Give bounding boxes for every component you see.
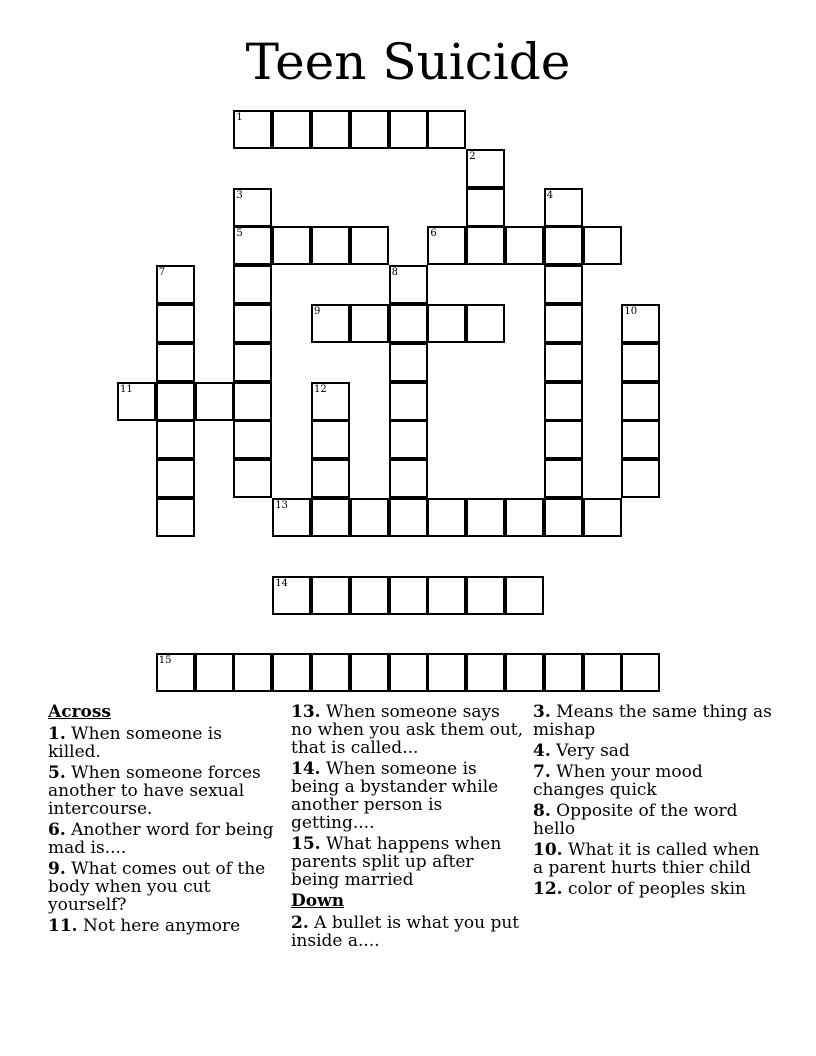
grid-cell[interactable] [389, 304, 428, 343]
grid-cell[interactable] [233, 343, 272, 382]
grid-cell[interactable] [156, 304, 195, 343]
clue-number: 4 [546, 189, 554, 201]
grid-cell[interactable] [311, 653, 350, 692]
grid-cell[interactable] [544, 304, 583, 343]
grid-cell[interactable] [466, 188, 505, 227]
grid-cell[interactable] [389, 343, 428, 382]
clue-number: 11 [120, 383, 133, 395]
grid-cell[interactable] [311, 226, 350, 265]
grid-cell[interactable] [233, 226, 272, 265]
grid-cell[interactable] [583, 653, 622, 692]
grid-cell[interactable] [544, 265, 583, 304]
clue-number: 13 [275, 500, 288, 511]
grid-cell[interactable] [621, 420, 660, 459]
grid-cell[interactable] [272, 226, 311, 265]
grid-cell[interactable] [272, 110, 311, 149]
grid-cell[interactable] [621, 459, 660, 498]
grid-cell[interactable] [350, 576, 389, 615]
clue-number: 7 [158, 267, 166, 279]
grid-cell[interactable] [389, 382, 428, 421]
grid-cell[interactable] [389, 653, 428, 692]
grid-cell[interactable] [311, 498, 350, 537]
grid-cell[interactable] [544, 226, 583, 265]
grid-cell[interactable] [389, 459, 428, 498]
grid-cell[interactable] [466, 498, 505, 537]
grid-cell[interactable] [621, 653, 660, 692]
grid-cell[interactable] [311, 576, 350, 615]
grid-cell[interactable] [621, 382, 660, 421]
clue-down-3: 3. Means the same thing as mishap [533, 702, 772, 740]
down-heading: Down [291, 891, 345, 911]
grid-cell[interactable] [389, 265, 428, 304]
grid-cell[interactable] [389, 110, 428, 149]
grid-cell[interactable] [544, 420, 583, 459]
grid-cell[interactable] [505, 498, 544, 537]
clue-across-14: 14. When someone is being a bystander while another person is getting.... [291, 759, 499, 833]
grid-cell[interactable] [389, 576, 428, 615]
clue-number: 10 [624, 306, 638, 317]
grid-cell[interactable] [311, 304, 350, 343]
grid-cell[interactable] [156, 498, 195, 537]
clue-number: 3 [236, 189, 243, 201]
grid-cell[interactable] [233, 265, 272, 304]
grid-cell[interactable] [544, 343, 583, 382]
grid-cell[interactable] [427, 576, 466, 615]
grid-cell[interactable] [272, 653, 311, 692]
grid-cell[interactable] [233, 420, 272, 459]
clue-across-5: 5. When someone forces another to have sexual intercourse. [48, 763, 261, 819]
grid-cell[interactable] [544, 188, 583, 227]
clue-number: 8 [391, 267, 398, 279]
clue-number: 12 [314, 383, 327, 395]
grid-cell[interactable] [156, 420, 195, 459]
grid-cell[interactable] [117, 382, 156, 421]
clues-column-1 [48, 701, 278, 938]
clue-across-9: 9. What comes out of the body when you cut yourself? [48, 859, 266, 915]
grid-cell[interactable] [544, 459, 583, 498]
grid-cell[interactable] [544, 498, 583, 537]
grid-cell[interactable] [621, 304, 660, 343]
grid-cell[interactable] [427, 653, 466, 692]
clue-across-15: 15. What happens when parents split up after being married [291, 834, 502, 890]
grid-cell[interactable] [233, 382, 272, 421]
page-title: Teen Suicide [245, 33, 571, 91]
grid-cell[interactable] [505, 226, 544, 265]
grid-cell[interactable] [427, 226, 466, 265]
grid-cell[interactable] [350, 653, 389, 692]
grid-cell[interactable] [544, 382, 583, 421]
grid-cell[interactable] [466, 304, 505, 343]
across-heading: Across [48, 702, 111, 722]
grid-cell[interactable] [272, 576, 311, 615]
grid-cell[interactable] [311, 110, 350, 149]
grid-cell[interactable] [427, 110, 466, 149]
grid-cell[interactable] [505, 653, 544, 692]
grid-cell[interactable] [583, 226, 622, 265]
grid-cell[interactable] [621, 343, 660, 382]
grid-cell[interactable] [350, 110, 389, 149]
clue-across-11: 11. Not here anymore [48, 916, 241, 936]
grid-cell[interactable] [233, 304, 272, 343]
clue-down-8: 8. Opposite of the word hello [533, 801, 738, 839]
clue-number: 2 [469, 150, 476, 162]
clue-down-10: 10. What it is called when a parent hurts thier child [533, 840, 760, 878]
grid-cell[interactable] [233, 653, 272, 692]
grid-cell[interactable] [350, 498, 389, 537]
grid-cell[interactable] [427, 498, 466, 537]
grid-cell[interactable] [466, 149, 505, 188]
clue-number: 6 [430, 228, 437, 240]
grid-cell[interactable] [156, 343, 195, 382]
grid-cell[interactable] [389, 420, 428, 459]
clue-down-7: 7. When your mood changes quick [533, 762, 703, 800]
clue-number: 14 [275, 577, 288, 589]
grid-cell[interactable] [233, 110, 272, 149]
clue-across-6: 6. Another word for being mad is.... [48, 820, 274, 858]
grid-cell[interactable] [272, 498, 311, 537]
grid-cell[interactable] [583, 498, 622, 537]
clue-down-12: 12. color of peoples skin [533, 879, 746, 899]
grid-cell[interactable] [233, 459, 272, 498]
grid-cell[interactable] [156, 459, 195, 498]
grid-cell[interactable] [311, 459, 350, 498]
clue-across-1: 1. When someone is killed. [48, 724, 222, 762]
clues-column-2 [291, 701, 526, 953]
grid-cell[interactable] [350, 304, 389, 343]
clue-down-2: 2. A bullet is what you put inside a.... [291, 913, 520, 951]
grid-cell[interactable] [156, 382, 195, 421]
grid-cell[interactable] [195, 653, 234, 692]
grid-cell[interactable] [350, 226, 389, 265]
grid-cell[interactable] [156, 653, 195, 692]
clue-across-13: 13. When someone says no when you ask them out, that is called... [291, 702, 524, 758]
grid-cell[interactable] [466, 576, 505, 615]
grid-cell[interactable] [505, 576, 544, 615]
clue-down-4: 4. Very sad [533, 741, 630, 761]
grid-cell[interactable] [233, 188, 272, 227]
grid-cell[interactable] [427, 304, 466, 343]
clue-number: 5 [236, 228, 243, 240]
clue-number: 15 [158, 655, 172, 667]
grid-cell[interactable] [389, 498, 428, 537]
clue-number: 1 [236, 112, 243, 123]
grid-cell[interactable] [544, 653, 583, 692]
grid-cell[interactable] [311, 420, 350, 459]
grid-cell[interactable] [466, 226, 505, 265]
grid-cell[interactable] [466, 653, 505, 692]
grid-cell[interactable] [311, 382, 350, 421]
clues-column-3 [533, 701, 773, 901]
clue-number: 9 [314, 306, 321, 317]
grid-cell[interactable] [195, 382, 234, 421]
grid-cell[interactable] [156, 265, 195, 304]
